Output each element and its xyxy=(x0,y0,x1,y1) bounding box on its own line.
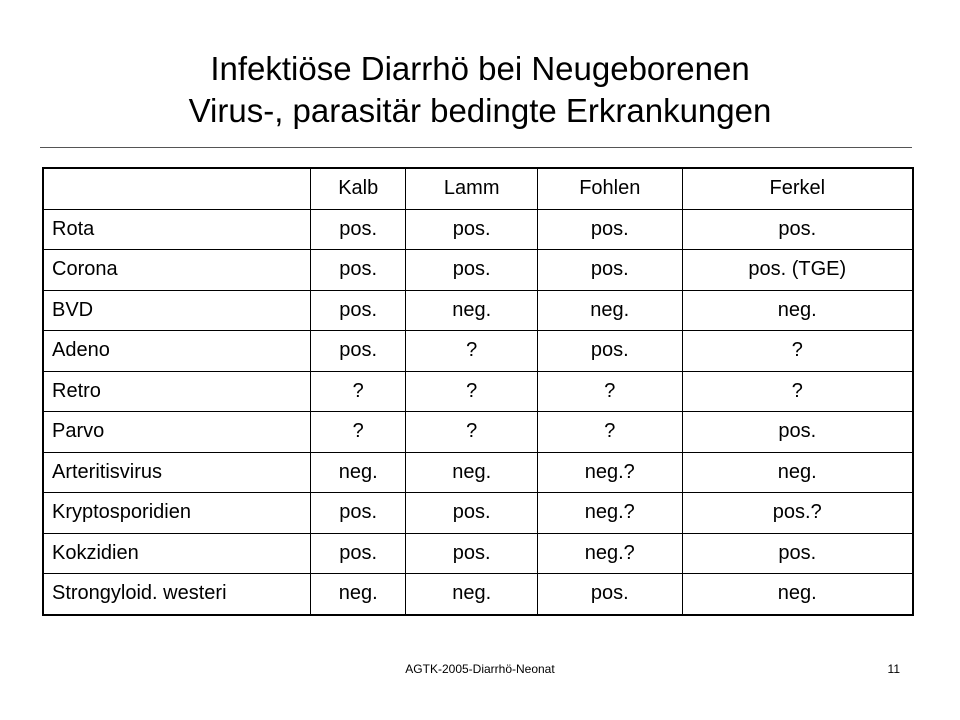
table-cell: ? xyxy=(538,371,683,412)
table-row xyxy=(43,371,913,412)
table-cell: ? xyxy=(538,412,683,453)
row-label: Strongyloid. westeri xyxy=(43,574,311,615)
page-number: 11 xyxy=(887,662,900,676)
table-cell: neg. xyxy=(682,290,913,331)
table-cell: pos.? xyxy=(682,493,913,534)
table-cell: pos. xyxy=(406,493,538,534)
table-cell: neg. xyxy=(311,574,406,615)
table-row xyxy=(43,331,913,372)
table-cell: neg.? xyxy=(538,493,683,534)
table-cell: pos. xyxy=(311,290,406,331)
table-row xyxy=(43,452,913,493)
table-header-row xyxy=(43,168,913,209)
table-cell: pos. xyxy=(538,331,683,372)
table-cell: ? xyxy=(406,331,538,372)
row-label: Retro xyxy=(43,371,311,412)
table-row xyxy=(43,533,913,574)
table-row xyxy=(43,493,913,534)
table-cell: pos. xyxy=(311,493,406,534)
column-header-ferkel: Ferkel xyxy=(682,168,913,209)
table-cell: pos. xyxy=(311,331,406,372)
row-label: Parvo xyxy=(43,412,311,453)
table-cell: neg. xyxy=(682,574,913,615)
column-header-lamm: Lamm xyxy=(406,168,538,209)
table-cell: pos. xyxy=(311,250,406,291)
table-cell: pos. xyxy=(406,209,538,250)
slide-title xyxy=(40,48,920,132)
row-label: BVD xyxy=(43,290,311,331)
row-label: Corona xyxy=(43,250,311,291)
row-label: Adeno xyxy=(43,331,311,372)
table-cell: ? xyxy=(682,371,913,412)
title-divider xyxy=(40,147,912,148)
table-row xyxy=(43,250,913,291)
table-cell: neg. xyxy=(406,290,538,331)
table-cell: pos. xyxy=(538,574,683,615)
table-cell: neg. xyxy=(406,452,538,493)
table-cell: neg. xyxy=(406,574,538,615)
table-row xyxy=(43,574,913,615)
table-cell: neg.? xyxy=(538,533,683,574)
table-corner-cell xyxy=(43,168,311,209)
table-cell: pos. xyxy=(682,533,913,574)
table-cell: ? xyxy=(311,371,406,412)
table-cell: ? xyxy=(406,412,538,453)
column-header-fohlen: Fohlen xyxy=(538,168,683,209)
table-cell: pos. xyxy=(406,250,538,291)
row-label: Kryptosporidien xyxy=(43,493,311,534)
row-label: Rota xyxy=(43,209,311,250)
pathogen-species-table xyxy=(42,167,914,616)
table-cell: ? xyxy=(406,371,538,412)
table-cell: pos. xyxy=(311,533,406,574)
table-cell: neg. xyxy=(538,290,683,331)
table-cell: pos. xyxy=(406,533,538,574)
table-cell: pos. xyxy=(682,209,913,250)
table-cell: neg.? xyxy=(538,452,683,493)
table-cell: pos. xyxy=(538,250,683,291)
table-cell: ? xyxy=(311,412,406,453)
table-cell: ? xyxy=(682,331,913,372)
row-label: Kokzidien xyxy=(43,533,311,574)
table-row xyxy=(43,412,913,453)
title-line-2: Virus-, parasitär bedingte Erkrankungen xyxy=(188,92,772,129)
row-label: Arteritisvirus xyxy=(43,452,311,493)
table-row xyxy=(43,209,913,250)
column-header-kalb: Kalb xyxy=(311,168,406,209)
table-cell: neg. xyxy=(682,452,913,493)
table-cell: neg. xyxy=(311,452,406,493)
slide-footer: AGTK-2005-Diarrhö-Neonat xyxy=(405,662,555,676)
table-cell: pos. xyxy=(682,412,913,453)
table-cell: pos. xyxy=(538,209,683,250)
table-cell: pos. xyxy=(311,209,406,250)
table-row xyxy=(43,290,913,331)
title-line-1: Infektiöse Diarrhö bei Neugeborenen xyxy=(210,50,750,87)
table-cell: pos. (TGE) xyxy=(682,250,913,291)
